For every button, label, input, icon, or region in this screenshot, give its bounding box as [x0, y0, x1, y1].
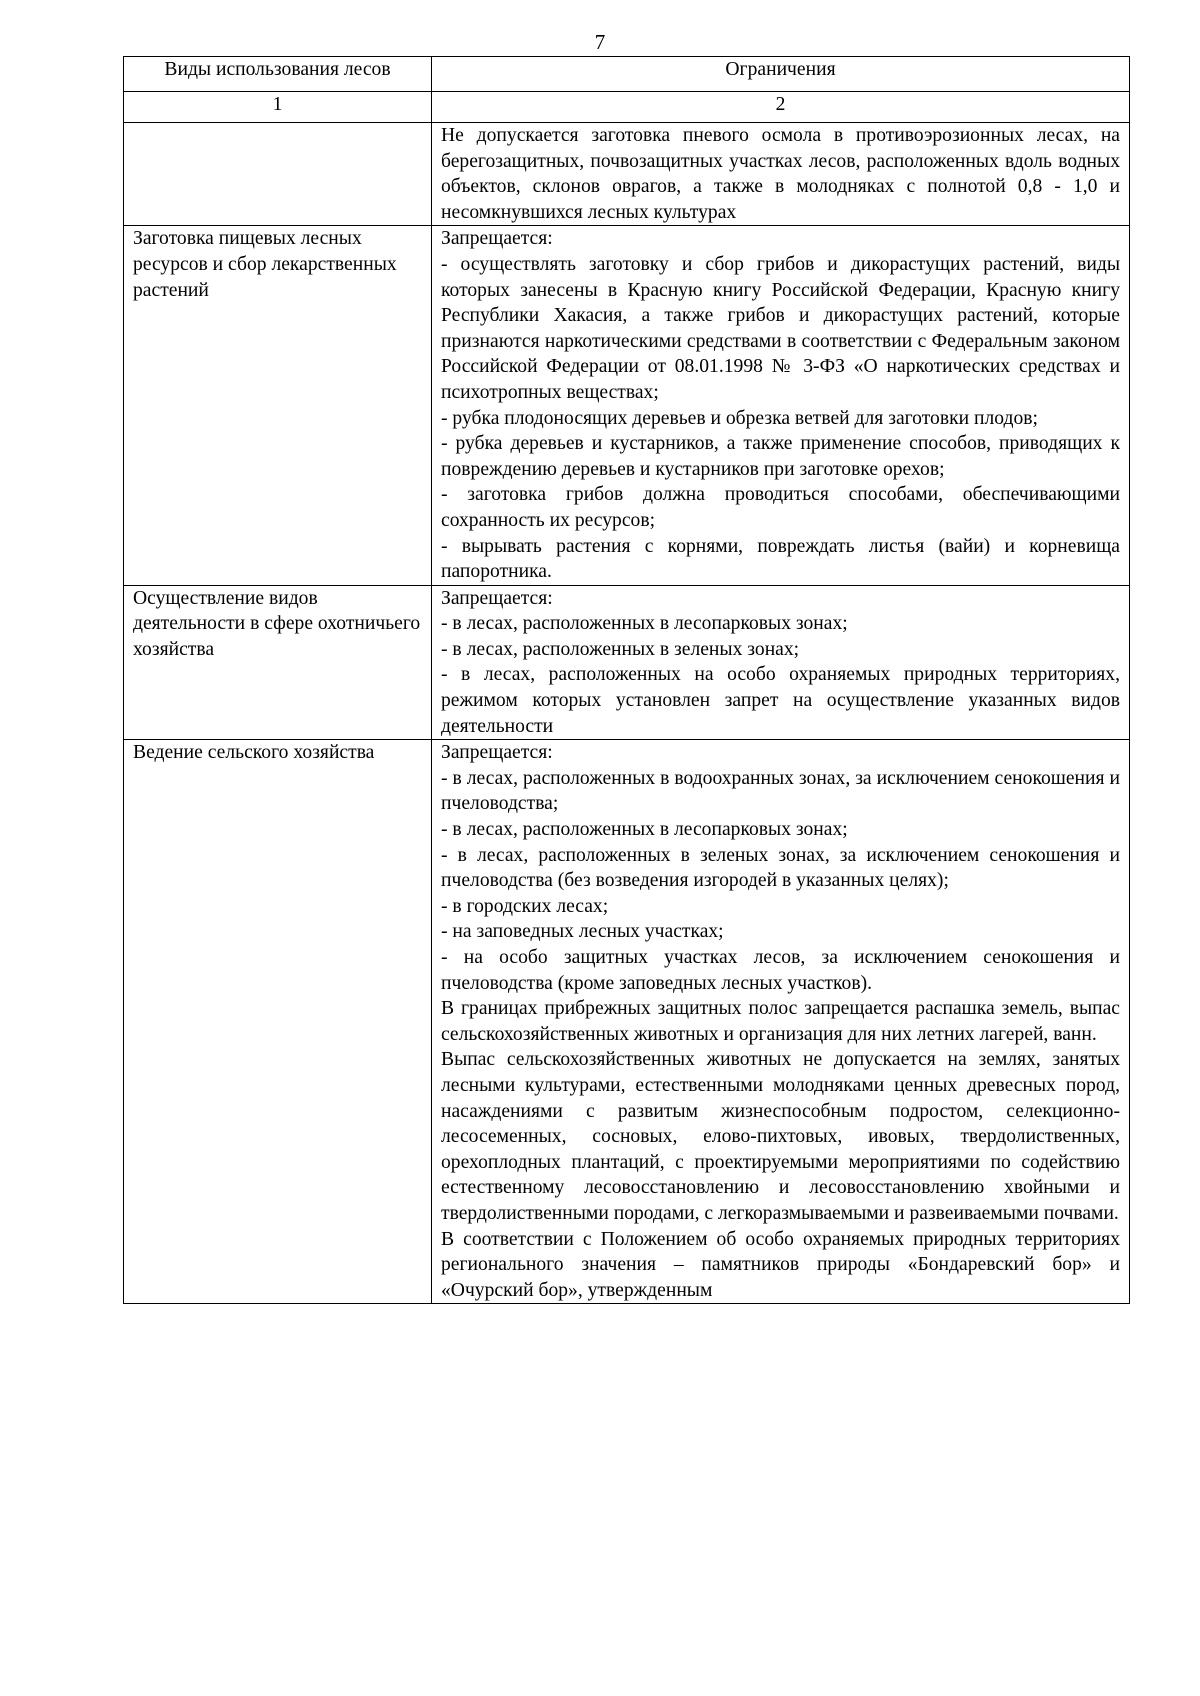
column-number-1: 1 — [124, 92, 432, 123]
restriction-paragraph: - в лесах, расположенных в лесопарковых зонах; — [441, 613, 848, 635]
restriction-paragraph: Запрещается: — [441, 228, 553, 250]
table-row — [124, 123, 1130, 226]
row-use-cell: Заготовка пищевых лесных ресурсов и сбор лекарственных растений — [124, 226, 432, 585]
restriction-paragraph: Не допускается заготовка пневого осмола в противоэрозионных лесах, на берегозащитных, почвозащитных участках лесов, расположенных вдоль водных объектов, склонов оврагов, а также в молодняках с полнотой 0,8 - 1,0 и несомкнувшихся лесных культурах — [441, 125, 1120, 223]
restriction-paragraph: - в лесах, расположенных в водоохранных зонах, за исключением сенокошения и пчеловодства; — [441, 767, 1120, 815]
page-number: 7 — [594, 30, 606, 54]
restriction-paragraph: - рубка деревьев и кустарников, а также применение способов, приводящих к повреждению деревьев и кустарников при заготовке орехов; — [441, 433, 1120, 480]
restrictions-table — [123, 56, 1130, 1304]
restriction-paragraph: - вырывать растения с корнями, повреждать листья (вайи) и корневища папоротника. — [441, 535, 1120, 583]
restriction-paragraph: - заготовка грибов должна проводиться способами, обеспечивающими сохранность их ресурсов; — [441, 484, 1120, 531]
restriction-paragraph: - на особо защитных участках лесов, за исключением сенокошения и пчеловодства (кроме заповедных лесных участков). — [441, 947, 1120, 994]
row-use-cell: Осуществление видов деятельности в сфере охотничьего хозяйства — [124, 585, 432, 740]
row-use-cell — [124, 123, 432, 226]
restriction-paragraph: - осуществлять заготовку и сбор грибов и дикорастущих растений, виды которых занесены в Красную книгу Российской Федерации, Красную книгу Республики Хакасия, а также грибов и дикорастущих растений, которые признаются наркотическими средствами в соответствии с Федеральным законом Российской Федерации от 08.01.1998 № 3-ФЗ «О наркотических средствах и психотропных веществах; — [441, 253, 1120, 403]
table-header-row — [124, 57, 1130, 92]
header-restrictions: Ограничения — [432, 57, 1130, 92]
table-row — [124, 585, 1130, 740]
restriction-paragraph: - в городских лесах; — [441, 895, 609, 917]
table-row — [124, 226, 1130, 585]
restriction-paragraph: - в лесах, расположенных в зеленых зонах; — [441, 638, 800, 660]
restriction-paragraph: - в лесах, расположенных в зеленых зонах, за исключением сенокошения и пчеловодства (без возведения изгородей в указанных целях); — [441, 844, 1120, 892]
column-number-row — [124, 92, 1130, 123]
row-restrictions-cell — [432, 123, 1130, 226]
restriction-paragraph: В границах прибрежных защитных полос запрещается распашка земель, выпас сельскохозяйственных животных и организация для них летних лагерей, ванн. — [441, 998, 1120, 1045]
row-restrictions-cell — [432, 585, 1130, 740]
table-row — [124, 740, 1130, 1304]
restriction-paragraph: В соответствии с Положением об особо охраняемых природных территориях регионального значения – памятников природы «Бондаревский бор» и «Очурский бор», утвержденным — [441, 1228, 1120, 1301]
restriction-paragraph: - в лесах, расположенных в лесопарковых зонах; — [441, 819, 848, 841]
restriction-paragraph: Запрещается: — [441, 587, 553, 609]
restriction-paragraph: Запрещается: — [441, 742, 553, 764]
column-number-2: 2 — [432, 92, 1130, 123]
restriction-paragraph: Выпас сельскохозяйственных животных не допускается на землях, занятых лесными культурами, естественными молодняками ценных древесных пород, насаждениями с развитым жизнеспособным подростом, селекционно-лесосеменных, сосновых, елово-пихтовых, ивовых, твердолиственных, орехоплодных плантаций, с проектируемыми мероприятиями по содействию естественному лесовосстановлению и лесовосстановлению хвойными и твердолиственными породами, с легкоразмываемыми и развеиваемыми почвами. — [441, 1049, 1120, 1224]
restriction-paragraph: - рубка плодоносящих деревьев и обрезка ветвей для заготовки плодов; — [441, 407, 1038, 429]
row-restrictions-cell — [432, 226, 1130, 585]
header-forest-use: Виды использования лесов — [124, 57, 432, 92]
restriction-paragraph: - в лесах, расположенных на особо охраняемых природных территориях, режимом которых установлен запрет на осуществление указанных видов деятельности — [441, 664, 1120, 737]
row-restrictions-cell — [432, 740, 1130, 1304]
row-use-cell: Ведение сельского хозяйства — [124, 740, 432, 1304]
restriction-paragraph: - на заповедных лесных участках; — [441, 921, 724, 943]
